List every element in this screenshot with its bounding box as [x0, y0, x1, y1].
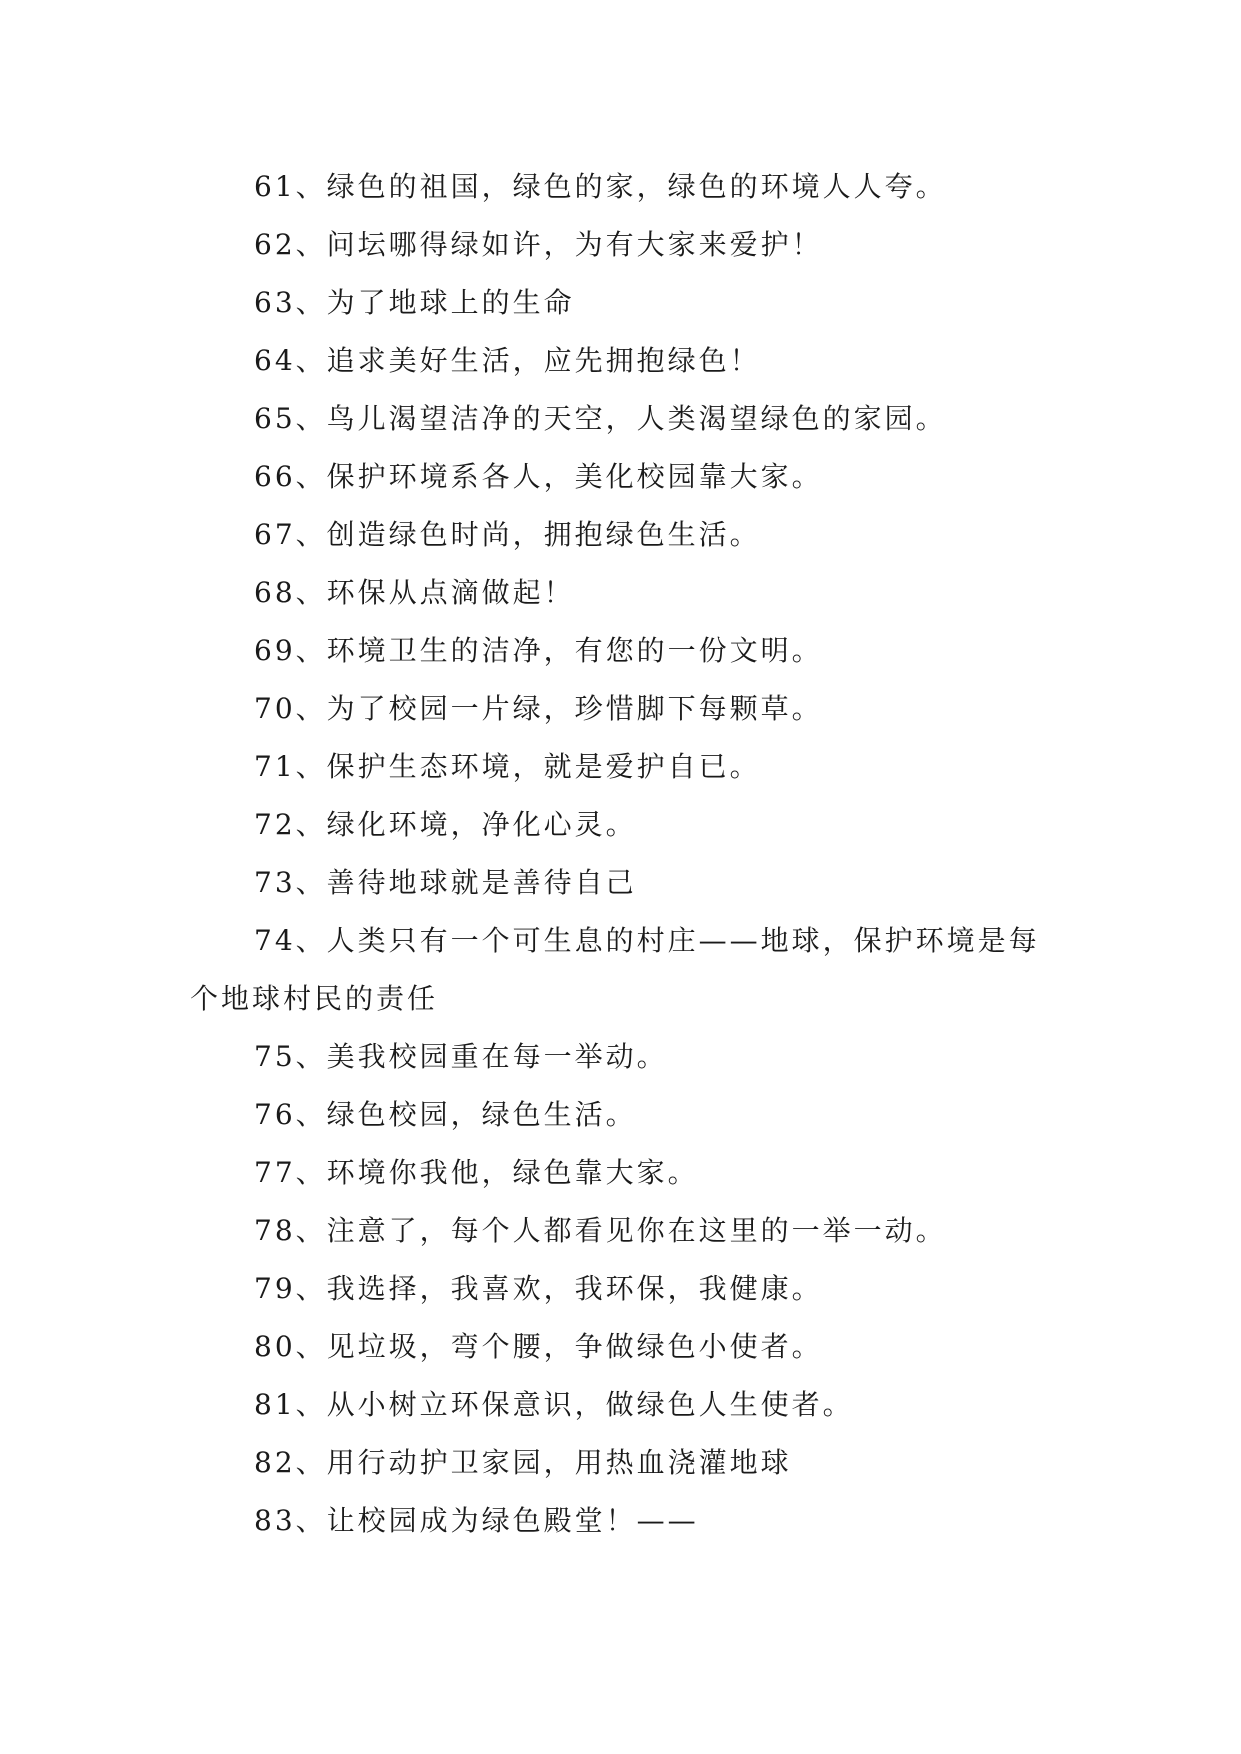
slogan-70: 70、为了校园一片绿，珍惜脚下每颗草。: [254, 692, 823, 725]
slogan-68: 68、环保从点滴做起！: [254, 576, 575, 609]
document-body: [190, 158, 1060, 1550]
slogan-79: 79、我选择，我喜欢，我环保，我健康。: [254, 1272, 823, 1305]
slogan-73: 73、善待地球就是善待自己: [254, 866, 637, 899]
slogan-67: 67、创造绿色时尚，拥抱绿色生活。: [254, 518, 761, 551]
slogan-62: 62、问坛哪得绿如许，为有大家来爱护！: [254, 228, 823, 261]
slogan-78: 78、注意了，每个人都看见你在这里的一举一动。: [254, 1214, 947, 1247]
slogan-63: 63、为了地球上的生命: [254, 286, 575, 319]
slogan-64: 64、追求美好生活，应先拥抱绿色！: [254, 344, 761, 377]
slogan-61: 61、绿色的祖国，绿色的家，绿色的环境人人夸。: [254, 170, 947, 203]
slogan-74: 74、人类只有一个可生息的村庄——地球，保护环境是每个地球村民的责任: [190, 924, 1040, 1015]
slogan-83: 83、让校园成为绿色殿堂！——: [254, 1504, 699, 1537]
slogan-69: 69、环境卫生的洁净，有您的一份文明。: [254, 634, 823, 667]
slogan-72: 72、绿化环境，净化心灵。: [254, 808, 637, 841]
slogan-71: 71、保护生态环境，就是爱护自已。: [254, 750, 761, 783]
slogan-80: 80、见垃圾，弯个腰，争做绿色小使者。: [254, 1330, 823, 1363]
slogan-82: 82、用行动护卫家园，用热血浇灌地球: [254, 1446, 792, 1479]
slogan-75: 75、美我校园重在每一举动。: [254, 1040, 668, 1073]
slogan-81: 81、从小树立环保意识，做绿色人生使者。: [254, 1388, 854, 1421]
slogan-65: 65、鸟儿渴望洁净的天空，人类渴望绿色的家园。: [254, 402, 947, 435]
slogan-66: 66、保护环境系各人，美化校园靠大家。: [254, 460, 823, 493]
slogan-76: 76、绿色校园，绿色生活。: [254, 1098, 637, 1131]
slogan-77: 77、环境你我他，绿色靠大家。: [254, 1156, 699, 1189]
